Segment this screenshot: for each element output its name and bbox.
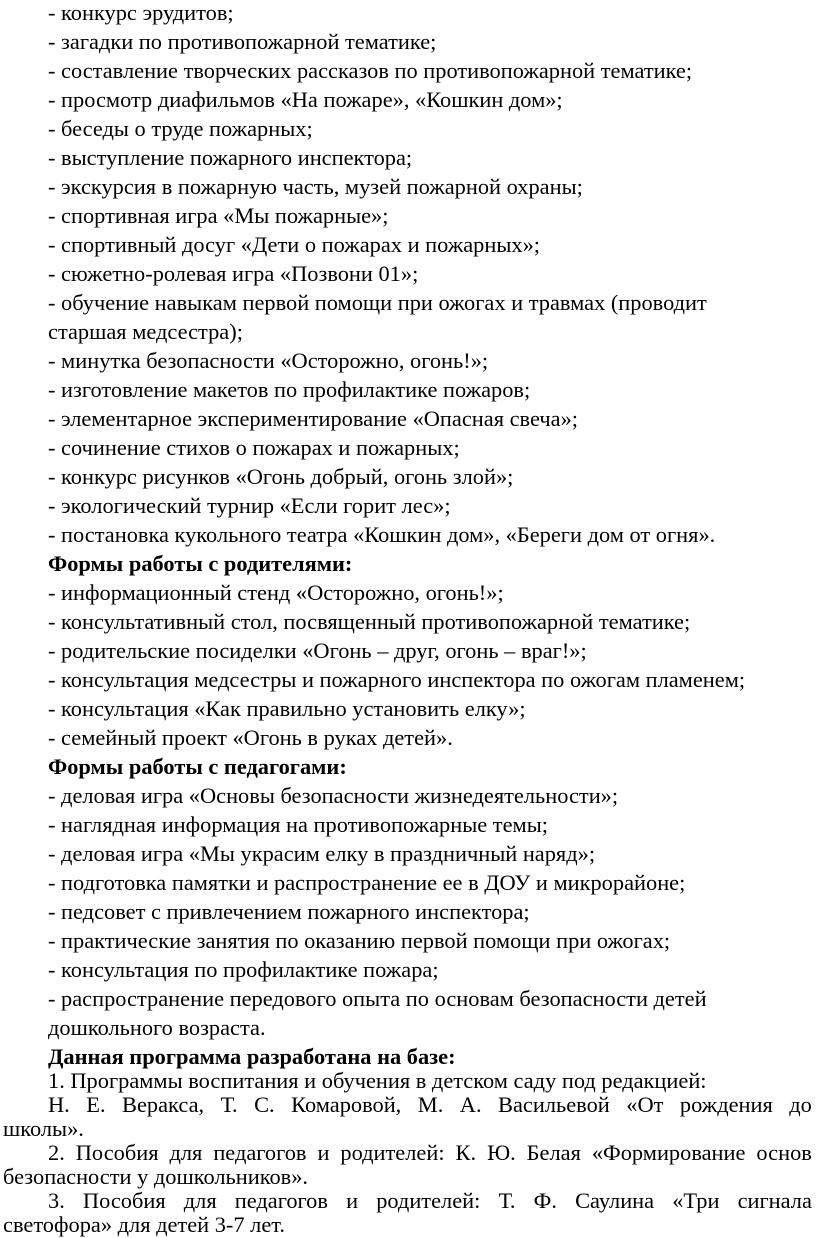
word: для: [169, 1140, 203, 1165]
word: Пособия: [75, 1140, 159, 1165]
word: до: [789, 1092, 812, 1117]
word: Васильевой: [498, 1092, 610, 1117]
list-item: - конкурс эрудитов;: [48, 0, 234, 25]
paragraph-2-line-2: безопасности у дошкольников».: [3, 1164, 309, 1189]
list-item: - выступление пожарного инспектора;: [48, 145, 413, 170]
list-item: - информационный стенд «Осторожно, огонь!»;: [48, 580, 504, 605]
word: и: [346, 1188, 359, 1213]
word: М.: [417, 1092, 444, 1117]
list-item: - конкурс рисунков «Огонь добрый, огонь злой»;: [48, 464, 514, 489]
word: Т.: [498, 1188, 516, 1213]
list-item: - сюжетно-ролевая игра «Позвони 01»;: [48, 261, 419, 286]
word: Пособия: [82, 1188, 166, 1213]
list-item: - загадки по противопожарной тематике;: [48, 29, 437, 54]
word: для: [183, 1188, 217, 1213]
list-item: - подготовка памятки и распространение ее в ДОУ и микрорайоне;: [48, 870, 686, 895]
list-item: - практические занятия по оказанию первой помощи при ожогах;: [48, 928, 671, 953]
paragraph-1-line-2: [48, 1092, 812, 1118]
list-item: - спортивная игра «Мы пожарные»;: [48, 203, 389, 228]
paragraph-2-line-1: [48, 1140, 812, 1166]
list-item: - изготовление макетов по профилактике пожаров;: [48, 377, 531, 402]
list-item: - экологический турнир «Если горит лес»;: [48, 493, 451, 518]
paragraph-1-line-3: школы».: [3, 1116, 84, 1141]
word: Ф.: [533, 1188, 557, 1213]
word: «Формирование: [591, 1140, 746, 1165]
word: педагогов: [234, 1188, 328, 1213]
word: Е.: [86, 1092, 106, 1117]
list-item-continuation: старшая медсестра);: [48, 319, 243, 344]
list-item: - деловая игра «Мы украсим елку в праздничный наряд»;: [48, 841, 596, 866]
word: С.: [254, 1092, 275, 1117]
word: Т.: [220, 1092, 238, 1117]
list-item: - деловая игра «Основы безопасности жизнедеятельности»;: [48, 783, 619, 808]
list-item: - семейный проект «Огонь в руках детей».: [48, 725, 453, 750]
list-item: - наглядная информация на противопожарные темы;: [48, 812, 548, 837]
list-item: - элементарное экспериментирование «Опасная свеча»;: [48, 406, 578, 431]
list-item: - консультативный стол, посвященный противопожарной тематике;: [48, 609, 691, 634]
list-item: - постановка кукольного театра «Кошкин дом», «Береги дом от огня».: [48, 522, 716, 547]
word: основ: [756, 1140, 812, 1165]
word: педагогов: [213, 1140, 307, 1165]
word: родителей:: [376, 1188, 481, 1213]
word: Комаровой,: [291, 1092, 402, 1117]
word: 2.: [48, 1140, 65, 1165]
paragraph-1-line-1: 1. Программы воспитания и обучения в детском саду под редакцией:: [48, 1068, 707, 1093]
word: сигнала: [737, 1188, 812, 1213]
list-item: - сочинение стихов о пожарах и пожарных;: [48, 435, 460, 460]
section-heading-teachers: Формы работы с педагогами:: [48, 754, 347, 779]
list-item: - распространение передового опыта по основам безопасности детей: [48, 986, 707, 1011]
paragraph-3-line-1: [48, 1188, 812, 1214]
word: «От: [626, 1092, 664, 1117]
word: Н.: [48, 1092, 70, 1117]
paragraph-3-line-2: светофора» для детей 3-7 лет.: [3, 1212, 285, 1237]
word: 3.: [48, 1188, 65, 1213]
list-item: - консультация медсестры и пожарного инспектора по ожогам пламенем;: [48, 667, 746, 692]
list-item: - минутка безопасности «Осторожно, огонь!»;: [48, 348, 489, 373]
list-item: - просмотр диафильмов «На пожаре», «Кошкин дом»;: [48, 87, 563, 112]
list-item: - составление творческих рассказов по противопожарной тематике;: [48, 58, 693, 83]
word: Ю.: [487, 1140, 516, 1165]
list-item: - экскурсия в пожарную часть, музей пожарной охраны;: [48, 174, 583, 199]
word: Саулина: [575, 1188, 655, 1213]
list-item: - педсовет с привлечением пожарного инспектора;: [48, 899, 530, 924]
list-item-continuation: дошкольного возраста.: [48, 1015, 266, 1040]
word: «Три: [672, 1188, 720, 1213]
list-item: - консультация «Как правильно установить елку»;: [48, 696, 526, 721]
word: Белая: [526, 1140, 581, 1165]
word: рождения: [679, 1092, 773, 1117]
list-item: - беседы о труде пожарных;: [48, 116, 313, 141]
section-heading-basis: Данная программа разработана на базе:: [48, 1044, 456, 1069]
section-heading-parents: Формы работы с родителями:: [48, 551, 353, 576]
word: и: [317, 1140, 330, 1165]
word: А.: [459, 1092, 482, 1117]
list-item: - обучение навыкам первой помощи при ожогах и травмах (проводит: [48, 290, 707, 315]
list-item: - родительские посиделки «Огонь – друг, огонь – враг!»;: [48, 638, 587, 663]
word: Веракса,: [122, 1092, 205, 1117]
list-item: - консультация по профилактике пожара;: [48, 957, 439, 982]
list-item: - спортивный досуг «Дети о пожарах и пожарных»;: [48, 232, 541, 257]
word: родителей:: [340, 1140, 445, 1165]
word: К.: [455, 1140, 477, 1165]
